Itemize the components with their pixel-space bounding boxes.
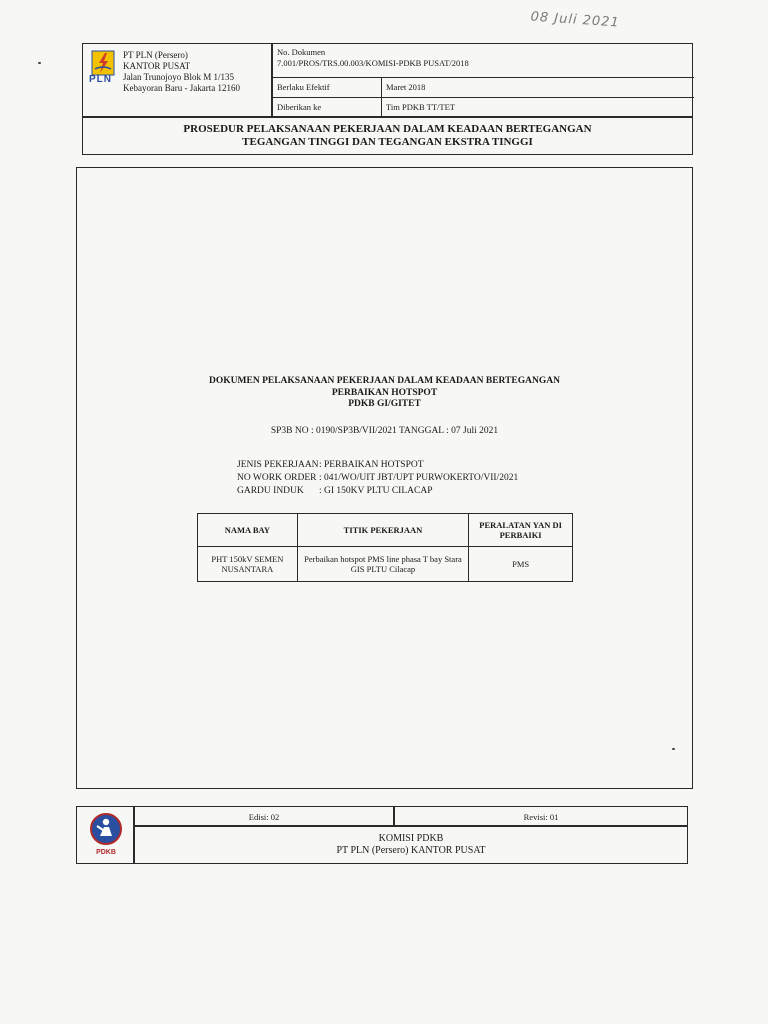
table-row <box>198 547 573 582</box>
procedure-title-line-2: TEGANGAN TINGGI DAN TEGANGAN EKSTRA TINGGI <box>242 136 533 148</box>
pln-logo-text: PLN <box>89 74 112 85</box>
company-office: KANTOR PUSAT <box>123 61 191 71</box>
field-label: JENIS PEKERJAAN <box>237 460 319 470</box>
company-name: PT PLN (Persero) <box>123 50 188 60</box>
field-label: NO WORK ORDER <box>237 473 317 483</box>
doc-number-value: 7.001/PROS/TRS.00.003/KOMISI-PDKB PUSAT/2018 <box>277 58 469 68</box>
doc-number-label: No. Dokumen <box>277 47 326 57</box>
sp3b-number: SP3B NO : 0190/SP3B/VII/2021 TANGGAL : 07 Juli 2021 <box>270 426 499 436</box>
document-header <box>82 43 693 155</box>
field-separator: : <box>319 460 322 470</box>
organization-line-1: KOMISI PDKB <box>378 833 444 844</box>
given-row <box>273 97 694 117</box>
organization-block <box>134 826 688 864</box>
procedure-title-block <box>82 117 693 155</box>
work-table <box>197 513 573 582</box>
pln-logo-icon <box>89 49 121 77</box>
header-peralatan: PERALATAN YAN DI PERBAIKI <box>469 514 573 547</box>
field-no-work-order <box>237 472 518 485</box>
pdkb-logo-text: PDKB <box>96 849 116 856</box>
header-titik-pekerjaan: TITIK PEKERJAAN <box>297 514 468 547</box>
edition-cell: Edisi: 02 <box>134 806 394 826</box>
document-footer <box>76 806 688 864</box>
document-metadata <box>272 43 693 117</box>
given-value: Tim PDKB TT/TET <box>381 98 694 117</box>
field-gardu-induk <box>237 485 518 498</box>
cell-nama-bay: PHT 150kV SEMEN NUSANTARA <box>198 547 298 582</box>
handwritten-date: 08 Juli 2021 <box>530 9 621 31</box>
company-address-1: Jalan Trunojoyo Blok M 1/135 <box>123 72 235 82</box>
effective-value: Maret 2018 <box>381 78 694 97</box>
procedure-title-line-1: PROSEDUR PELAKSANAAN PEKERJAAN DALAM KEADAAN BERTEGANGAN <box>183 123 592 135</box>
document-title-line-1: DOKUMEN PELAKSANAAN PEKERJAAN DALAM KEADAAN BERTEGANGAN <box>209 376 560 386</box>
field-label: GARDU INDUK <box>237 486 304 496</box>
given-label: Diberikan ke <box>277 102 322 112</box>
field-value: PERBAIKAN HOTSPOT <box>324 460 424 470</box>
pdkb-logo-block <box>76 806 134 864</box>
field-separator: : <box>319 473 322 483</box>
effective-row <box>273 77 694 97</box>
organization-line-2: PT PLN (Persero) KANTOR PUSAT <box>336 845 486 856</box>
procedure-title <box>83 123 692 149</box>
field-value: 041/WO/UIT JBT/UPT PURWOKERTO/VII/2021 <box>324 473 519 483</box>
doc-number-row <box>273 44 694 78</box>
field-labels <box>237 459 518 498</box>
field-value: GI 150KV PLTU CILACAP <box>324 486 433 496</box>
main-content-box <box>76 167 693 789</box>
document-title <box>77 376 692 411</box>
work-table-header <box>198 514 573 547</box>
field-separator: : <box>319 486 322 496</box>
company-address-2: Kebayoran Baru - Jakarta 12160 <box>123 83 240 93</box>
cell-titik-pekerjaan: Perbaikan hotspot PMS line phasa T bay Stara GIS PLTU Cilacap <box>297 547 468 582</box>
cell-peralatan: PMS <box>469 547 573 582</box>
company-block <box>82 43 272 117</box>
effective-label: Berlaku Efektif <box>277 82 330 92</box>
pln-logo <box>89 49 121 77</box>
document-title-line-2: PERBAIKAN HOTSPOT <box>331 387 438 398</box>
document-title-line-3: PDKB GI/GITET <box>348 399 421 409</box>
header-nama-bay: NAMA BAY <box>198 514 298 547</box>
revision-cell: Revisi: 01 <box>394 806 688 826</box>
pdkb-logo-icon <box>89 812 123 846</box>
field-jenis-pekerjaan <box>237 459 518 472</box>
scan-speck <box>38 62 41 64</box>
